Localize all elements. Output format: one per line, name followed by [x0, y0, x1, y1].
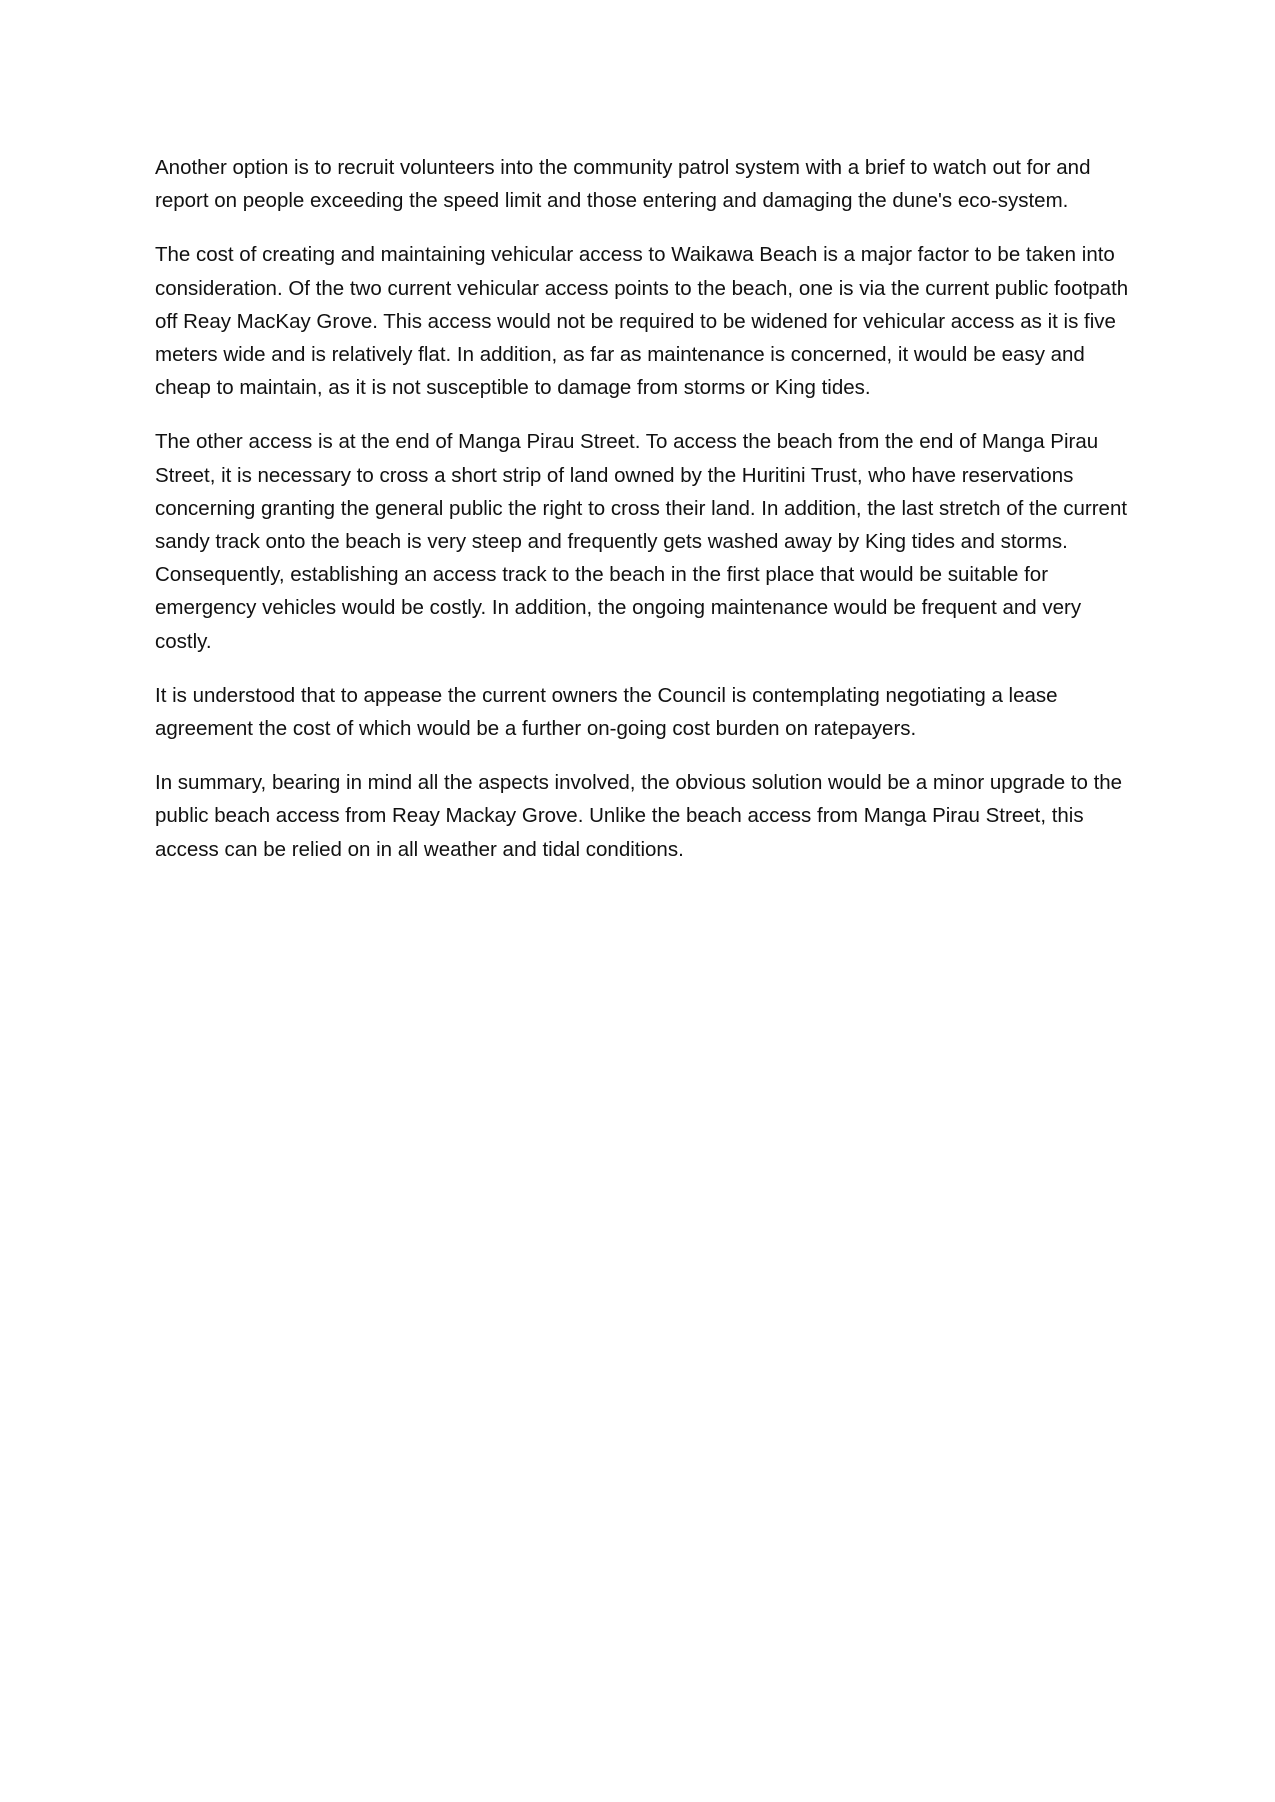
document-body [155, 151, 1135, 887]
paragraph-summary: In summary, bearing in mind all the aspects involved, the obvious solution would be a minor upgrade to the public beach access from Reay Mackay Grove. Unlike the beach access from Manga Pirau Street, this access can be relied on in all weather and tidal conditions. [155, 771, 1123, 861]
paragraph-volunteer-patrol: Another option is to recruit volunteers into the community patrol system with a brief to watch out for and report on people exceeding the speed limit and those entering and damaging the dune's eco-system. [155, 156, 1091, 213]
paragraph-manga-pirau-access: The other access is at the end of Manga Pirau Street. To access the beach from the end of Manga Pirau Street, it is necessary to cross a short strip of land owned by the Huritini Trust, who have reservations concerning granting the general public the right to cross their land. In addition, the last stretch of the current sandy track onto the beach is very steep and frequently gets washed away by King tides and storms. Consequently, establishing an access track to the beach in the first place that would be suitable for emergency vehicles would be costly. In addition, the ongoing maintenance would be frequent and very costly. [155, 430, 1128, 653]
paragraph-access-cost: The cost of creating and maintaining vehicular access to Waikawa Beach is a major factor to be taken into consideration. Of the two current vehicular access points to the beach, one is via the current public footpath off Reay MacKay Grove. This access would not be required to be widened for vehicular access as it is five meters wide and is relatively flat. In addition, as far as maintenance is concerned, it would be easy and cheap to maintain, as it is not susceptible to damage from storms or King tides. [155, 243, 1129, 400]
paragraph-lease-agreement: It is understood that to appease the current owners the Council is contemplating negotiating a lease agreement the cost of which would be a further on-going cost burden on ratepayers. [155, 683, 1058, 741]
